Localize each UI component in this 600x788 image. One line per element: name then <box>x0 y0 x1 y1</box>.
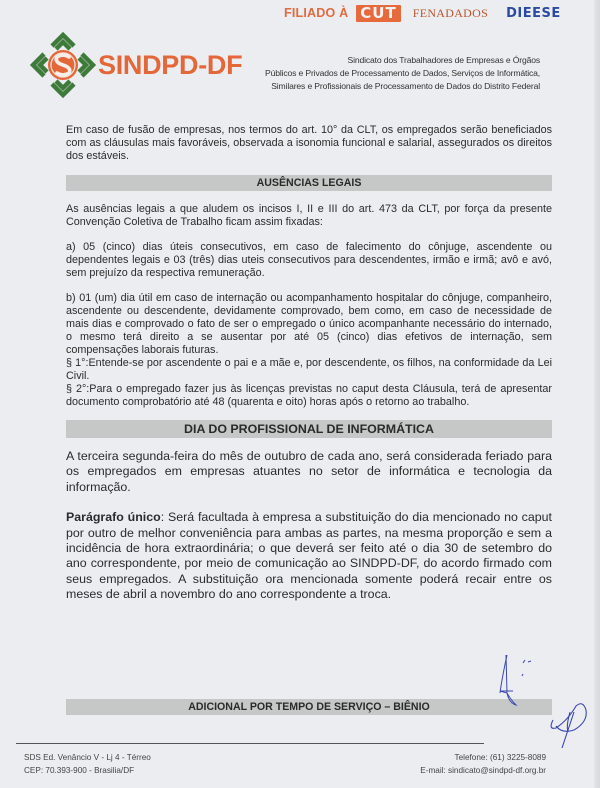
footer-divider <box>16 743 484 744</box>
org-desc-line: Similares e Profissionais de Processamento de Dados do Distrito Federal <box>271 81 540 91</box>
org-desc-line: Sindicato dos Trabalhadores de Empresas e Órgãos <box>347 55 540 65</box>
sole-paragraph-label: Parágrafo único <box>66 510 161 525</box>
paragraph: As ausências legais a que aludem os incisos I, II e III do art. 473 da CLT, por força da presente Convenção Coletiva de Trabalho ficam assim fixadas: <box>66 203 552 228</box>
paragraph-section-2: § 2°:Para o empregado fazer jus às licenças previstas no caput desta Cláusula, terá de apresentar documento comprobatório até 48 (quarenta e oito) horas após o retorno ao trabalho. <box>66 383 552 408</box>
handwritten-signature-icon <box>548 700 593 748</box>
address-line: SDS Ed. Venâncio V - Lj 4 - Térreo <box>24 753 151 762</box>
paragraph-section-1: § 1°:Entende-se por ascendente o pai e a mãe e, por descendente, os filhos, na conformidade da Lei Civil. <box>66 357 552 382</box>
paragraph: A terceira segunda-feira do mês de outubro de cada ano, será considerada feriado para os empregados em empresas atuantes no setor de informática e tecnologia da informação. <box>66 449 552 494</box>
address-line: CEP: 70.393-900 - Brasilia/DF <box>24 766 135 775</box>
phone-text: Telefone: (61) 3225-8089 <box>454 753 546 762</box>
intro-paragraph: Em caso de fusão de empresas, nos termos do art. 10° da CLT, os empregados serão beneficiados com as cláusulas mais favoráveis, observada a isonomia funcional e salarial, assegurados os direitos dos estáveis. <box>66 124 552 162</box>
org-desc-line: Públicos e Privados de Processamento de Dados, Serviços de Informática, <box>265 68 540 78</box>
footer-address <box>24 751 151 777</box>
handwritten-initials-icon <box>497 653 552 713</box>
paragraph-item-a: a) 05 (cinco) dias úteis consecutivos, em caso de falecimento do cônjuge, ascendente ou dependentes legais e 03 (três) dias uteis consecutivos para descendentes, irmão e irmã; avô e avó, sem prejuízo da respectiva remuneração. <box>66 241 552 279</box>
sole-paragraph-text: : Será facultada à empresa a substituição do dia mencionado no caput por outro de melhor conveniência para ambas as partes, na mesma proporção e sem a incidência de hora extraordinária; o que deverá ser feito até o dia 30 de setembro do ano correspondente, por meio de comunicação ao SINDPD-DF, do acordo firmado com seus empregados. A substituição ora mencionada somente poderá recair entre os meses de abril a novembro do ano correspondente a troca. <box>66 510 552 602</box>
section-title-dia-profissional: DIA DO PROFISSIONAL DE INFORMÁTICA <box>66 420 552 438</box>
sindpd-logo <box>30 32 242 98</box>
affiliates-bar <box>284 3 561 23</box>
cut-logo: CUT <box>356 5 400 22</box>
section-title-adicional-bienio: ADICIONAL POR TEMPO DE SERVIÇO – BIÊNIO <box>66 699 552 715</box>
footer-contact <box>420 751 546 777</box>
paragraph-item-b: b) 01 (um) dia útil em caso de internação ou acompanhamento hospitalar do cônjuge, companheiro, ascendente ou descendente, devidamente comprovado, bem como, em caso de necessidade de mais dias e comprovado o fato de ser o empregado o único acompanhante necessário do internado, o mesmo terá direito a se ausentar por até 05 (cinco) dias efetivos de internação, sem compensações laborais futuras. <box>66 292 552 356</box>
dieese-logo: DIEESE <box>506 5 561 21</box>
sole-paragraph <box>66 510 552 602</box>
section-title-ausencias-legais: AUSÊNCIAS LEGAIS <box>66 175 552 191</box>
sindpd-emblem-icon <box>30 32 96 98</box>
organization-description <box>265 54 540 93</box>
page-edge-shadow <box>594 0 600 788</box>
logo-text: SINDPD-DF <box>98 49 243 80</box>
email-text: E-mail: sindicato@sindpd-df.org.br <box>420 766 546 775</box>
document-body <box>66 124 552 603</box>
affiliation-label: FILIADO À <box>284 6 349 20</box>
fenadados-logo: FENADADOS <box>412 5 489 20</box>
